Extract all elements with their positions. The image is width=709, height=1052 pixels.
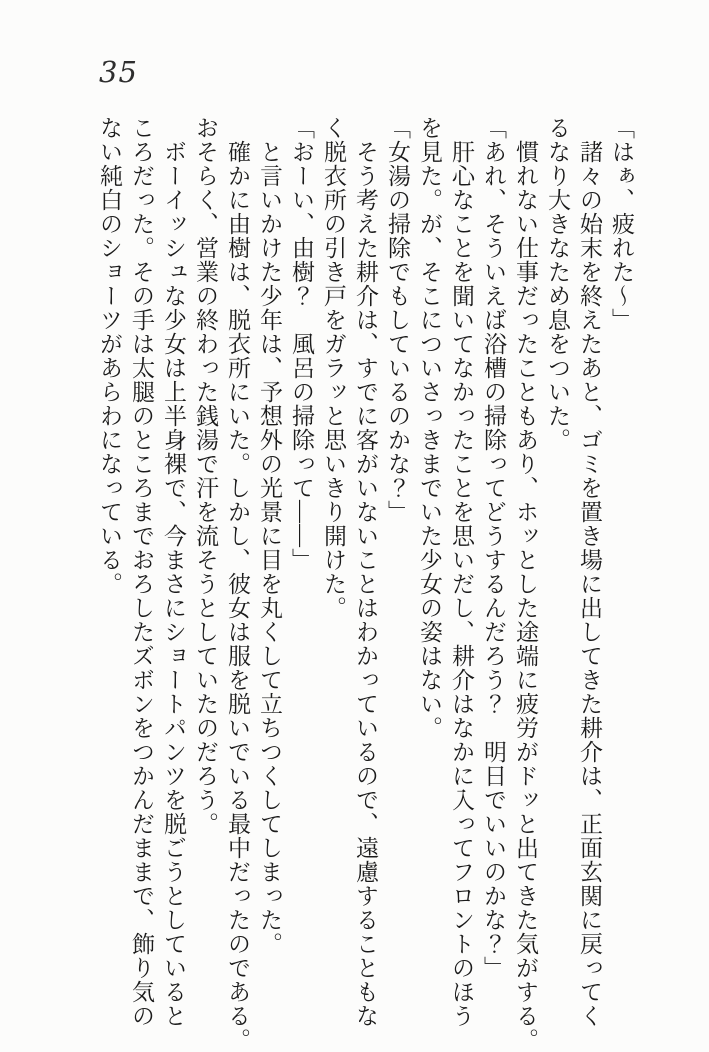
text-line: 確かに由樹は、脱衣所にいた。しかし、彼女は服を脱いでいる最中だったのである。 [225, 140, 250, 1052]
page-number: 35 [99, 55, 138, 89]
text-line: おそらく、営業の終わった銭湯で汗を流そうとしていたのだろう。 [193, 116, 218, 836]
text-line: を見た。が、そこについさっきまでいた少女の姿はない。 [417, 116, 442, 740]
text-line: 「おーい、由樹？ 風呂の掃除って——」 [289, 116, 314, 572]
text-line: 「女湯の掃除でもしているのかな？」 [385, 116, 410, 524]
text-line: と言いかけた少年は、予想外の光景に目を丸くして立ちつくしてしまった。 [257, 140, 282, 956]
text-line: ころだった。その手は太腿のところまでおろしたズボンをつかんだままで、飾り気の [129, 116, 154, 1028]
text-line: ボーイッシュな少女は上半身裸で、今まさにショートパンツを脱ごうとしていると [161, 140, 186, 1028]
text-line: ない純白のショーツがあらわになっている。 [97, 116, 122, 596]
text-line: く脱衣所の引き戸をガラッと思いきり開けた。 [321, 116, 346, 620]
text-line: 肝心なことを聞いてなかったことを思いだし、耕介はなかに入ってフロントのほう [449, 140, 474, 1028]
text-line: そう考えた耕介は、すでに客がいないことはわかっているので、遠慮することもな [353, 140, 378, 1028]
text-line: 慣れない仕事だったこともあり、ホッとした途端に疲労がドッと出てきた気がする。 [513, 140, 538, 1052]
text-line: 「はぁ、疲れた〜」 [609, 116, 634, 332]
text-line: 「あれ、そういえば浴槽の掃除ってどうするんだろう？ 明日でいいのかな？」 [481, 116, 506, 980]
vertical-text-block [93, 116, 637, 1052]
text-line: 諸々の始末を終えたあと、ゴミを置き場に出してきた耕介は、正面玄関に戻ってく [577, 140, 602, 1028]
text-line: るなり大きなため息をついた。 [545, 116, 570, 452]
